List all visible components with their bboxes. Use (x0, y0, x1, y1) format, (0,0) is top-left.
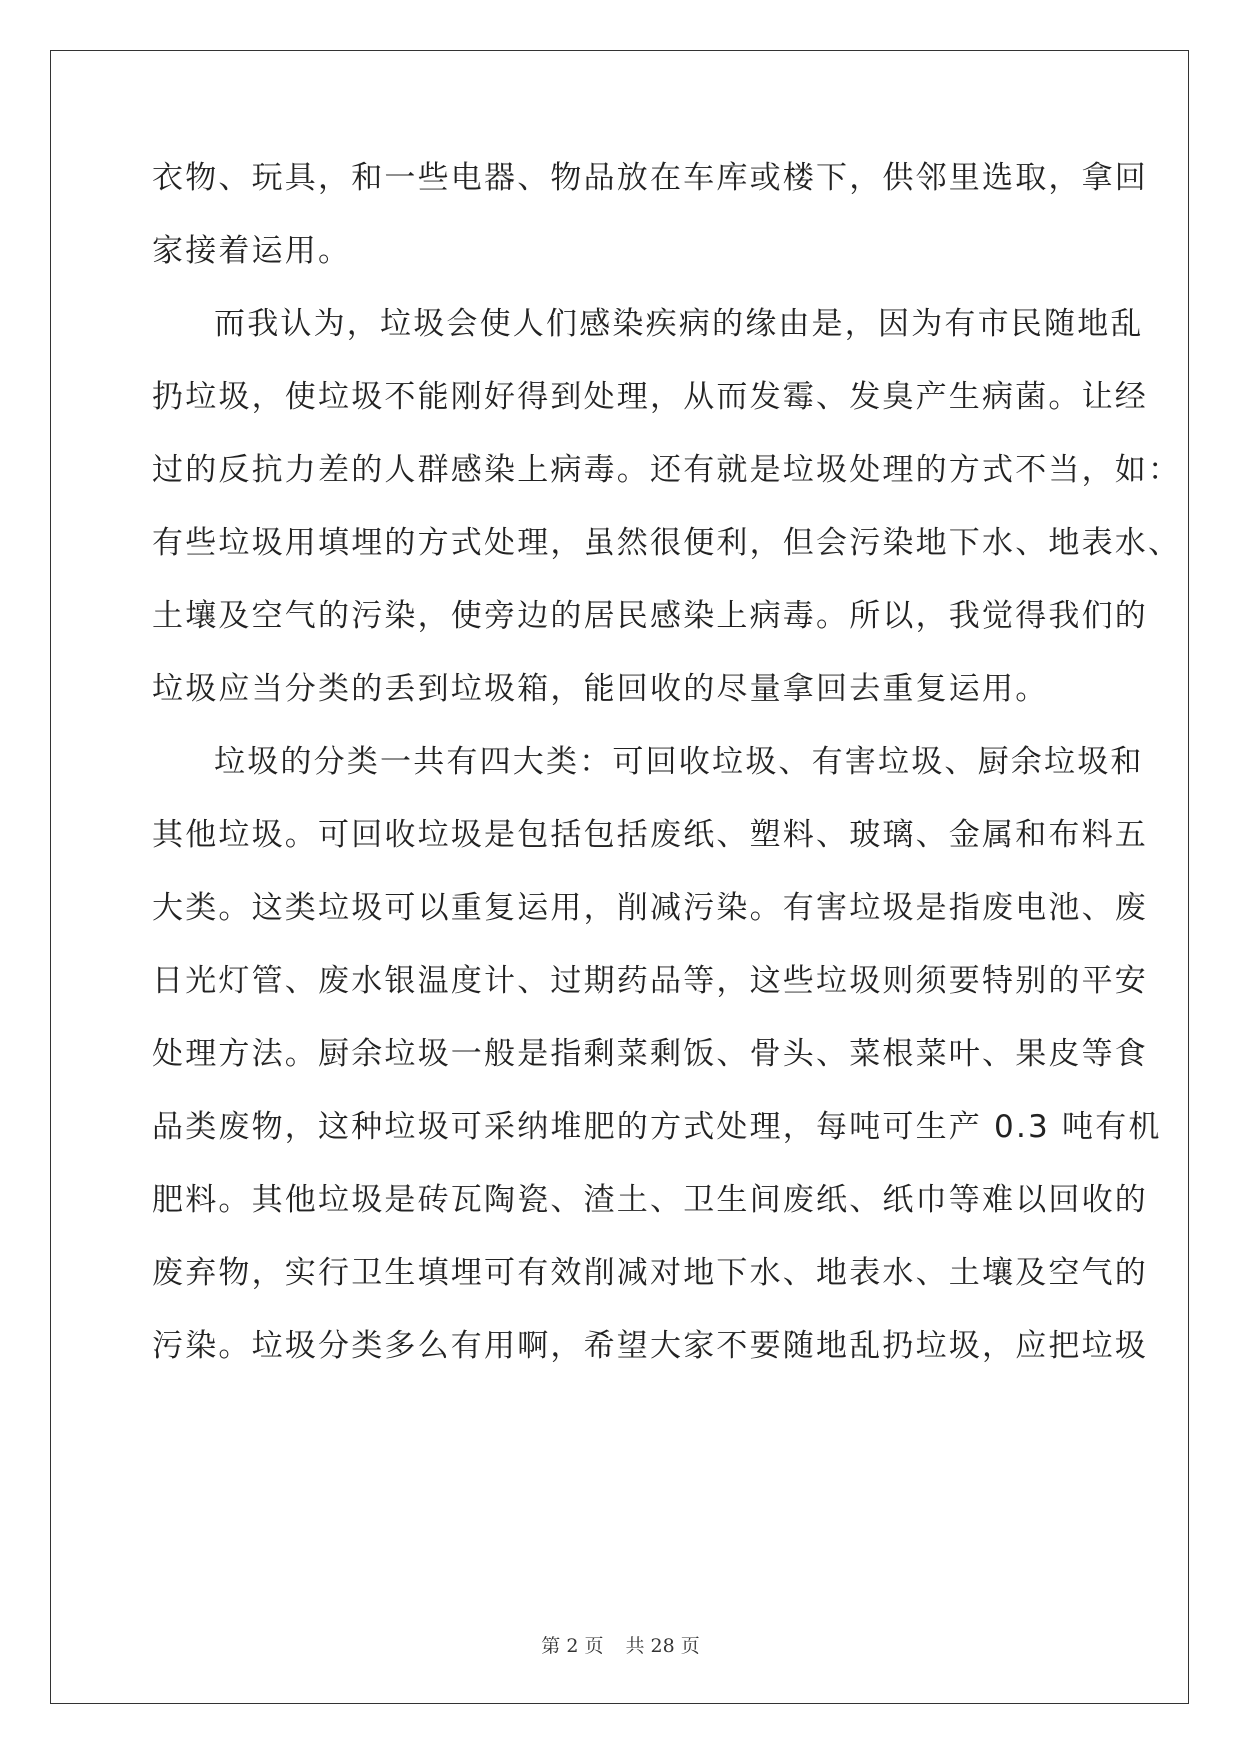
text-line: 垃圾应当分类的丢到垃圾箱，能回收的尽量拿回去重复运用。 (152, 671, 1049, 707)
page-total: 共 28 页 (625, 1635, 700, 1657)
text-line: 土壤及空气的污染，使旁边的居民感染上病毒。所以，我觉得我们的 (152, 598, 1148, 634)
text-line: 扔垃圾，使垃圾不能刚好得到处理，从而发霉、发臭产生病菌。让经 (152, 379, 1148, 415)
text-line: 其他垃圾。可回收垃圾是包括包括废纸、塑料、玻璃、金属和布料五 (152, 817, 1148, 853)
text-line: 肥料。其他垃圾是砖瓦陶瓷、渣土、卫生间废纸、纸巾等难以回收的 (152, 1182, 1148, 1218)
text-line: 废弃物，实行卫生填埋可有效削减对地下水、地表水、土壤及空气的 (152, 1255, 1148, 1291)
page-border (50, 50, 1189, 1704)
text-line: 处理方法。厨余垃圾一般是指剩菜剩饭、骨头、菜根菜叶、果皮等食 (152, 1036, 1148, 1072)
paragraph-start-line: 垃圾的分类一共有四大类：可回收垃圾、有害垃圾、厨余垃圾和 (214, 744, 1144, 780)
text-line: 过的反抗力差的人群感染上病毒。还有就是垃圾处理的方式不当，如： (152, 452, 1182, 488)
text-line: 有些垃圾用填埋的方式处理，虽然很便利，但会污染地下水、地表水、 (152, 525, 1182, 561)
paragraph-start-line: 而我认为，垃圾会使人们感染疾病的缘由是，因为有市民随地乱 (214, 306, 1144, 342)
text-line: 大类。这类垃圾可以重复运用，削减污染。有害垃圾是指废电池、废 (152, 890, 1148, 926)
text-line: 家接着运用。 (152, 233, 352, 269)
text-line: 品类废物，这种垃圾可采纳堆肥的方式处理，每吨可生产 0.3 吨有机 (152, 1109, 1162, 1145)
text-line: 日光灯管、废水银温度计、过期药品等，这些垃圾则须要特别的平安 (152, 963, 1148, 999)
page-footer (0, 1631, 1241, 1658)
text-line: 衣物、玩具，和一些电器、物品放在车库或楼下，供邻里选取，拿回 (152, 160, 1148, 196)
page-number: 第 2 页 (541, 1635, 604, 1657)
text-line: 污染。垃圾分类多么有用啊，希望大家不要随地乱扔垃圾，应把垃圾 (152, 1328, 1148, 1364)
